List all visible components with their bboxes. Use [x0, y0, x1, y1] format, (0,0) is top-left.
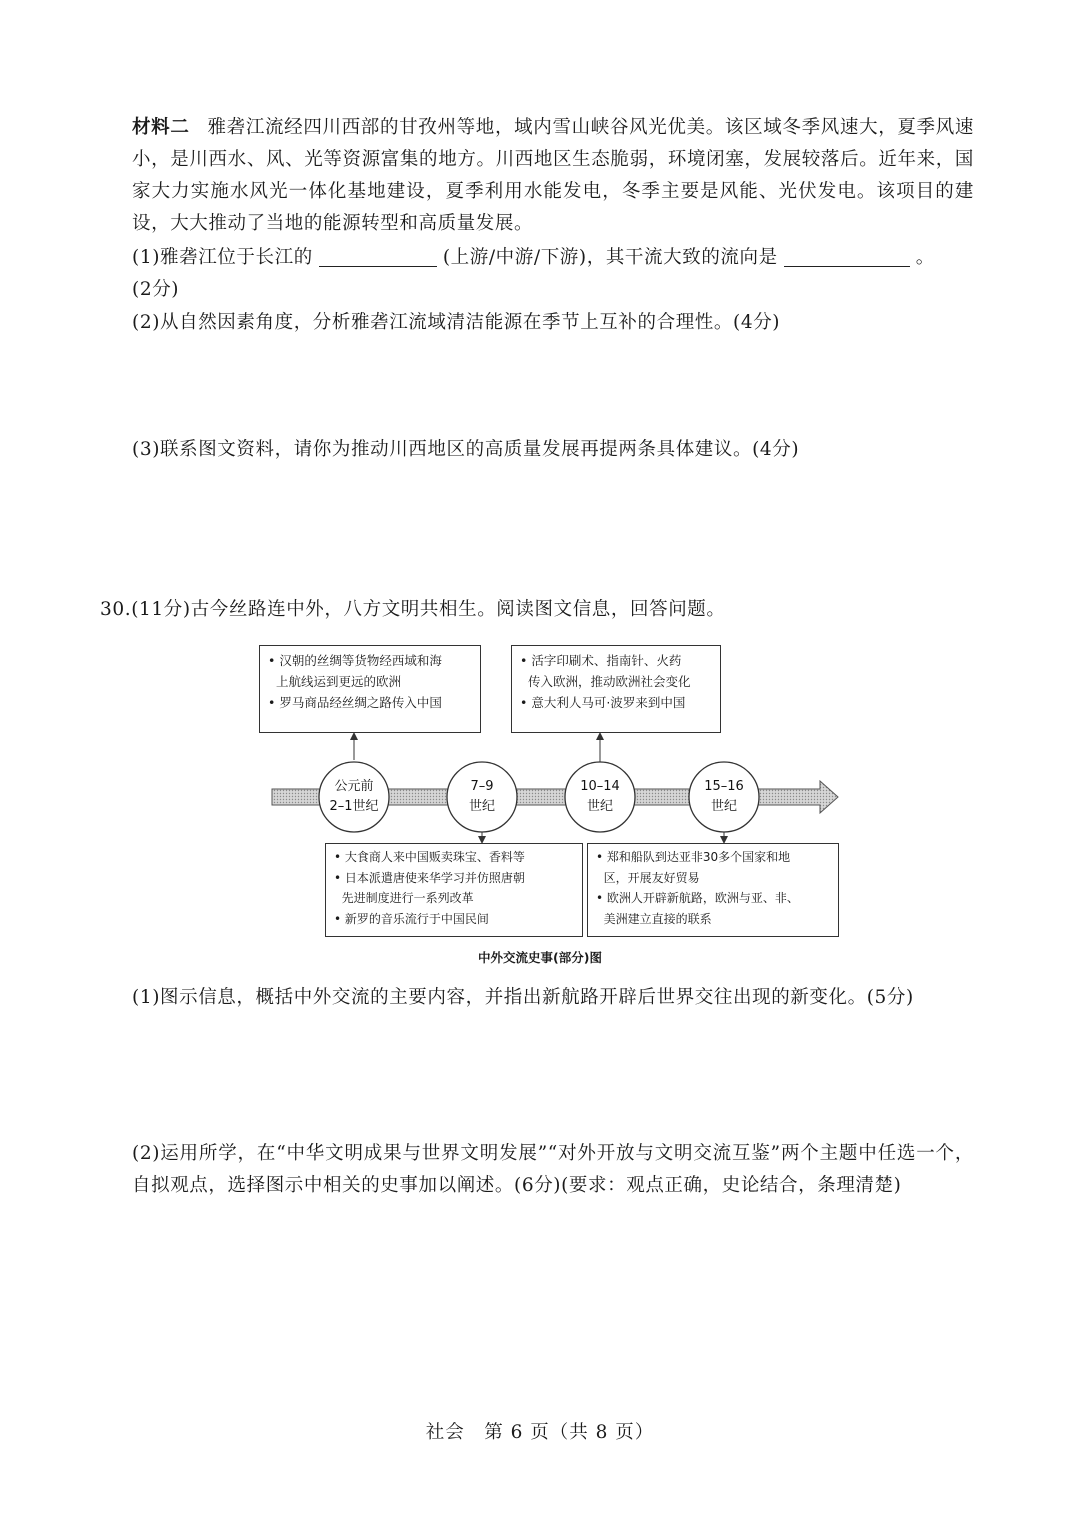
event-item: • 新罗的音乐流行于中国民间	[334, 911, 489, 926]
diagram-caption: 中外交流史事(部分)图	[478, 950, 602, 965]
event-item: • 日本派遣唐使来华学习并仿照唐朝	[334, 870, 525, 885]
event-item: • 大食商人来中国贩卖珠宝、香料等	[334, 850, 525, 864]
q29-1-score: (2分)	[132, 279, 180, 300]
q30-1: (1)图示信息，概括中外交流的主要内容，并指出新航路开辟后世界交往出现的新变化。(5分)	[132, 987, 914, 1008]
event-item: • 欧洲人开辟新航路，欧洲与亚、非、	[596, 891, 799, 905]
period-circle-2	[447, 762, 517, 832]
period-1-line1: 公元前	[334, 779, 374, 794]
event-item: • 意大利人马可·波罗来到中国	[520, 695, 686, 710]
event-item: 上航线运到更远的欧洲	[268, 674, 401, 689]
period-circle-3	[565, 762, 635, 832]
period-circle-1	[319, 762, 389, 832]
event-item: • 汉朝的丝绸等货物经西域和海	[268, 653, 442, 668]
event-item: • 郑和船队到达亚非30多个国家和地	[596, 850, 791, 864]
event-box-bottom-right	[587, 843, 839, 937]
event-item: • 活字印刷术、指南针、火药	[520, 653, 682, 668]
event-item: 先进制度进行一系列改革	[334, 891, 474, 905]
period-2-line2: 世纪	[468, 799, 496, 814]
event-box-bottom-left	[325, 843, 583, 937]
page-footer: 社会 第 6 页（共 8 页）	[425, 1422, 655, 1443]
period-2-line1: 7–9	[470, 779, 494, 794]
q30-2: (2)运用所学，在“中华文明成果与世界文明发展”“对外开放与文明交流互鉴”两个主题中任选一个，自拟观点，选择图示中相关的史事加以阐述。(6分)(要求：观点正确，史论结合，条理清楚)	[132, 1143, 974, 1196]
material-label: 材料二	[132, 117, 190, 138]
q29-1-text-a: (1)雅砻江位于长江的	[132, 247, 313, 268]
q30-intro: 30.(11分)古今丝路连中外，八方文明共相生。阅读图文信息，回答问题。	[100, 599, 726, 620]
event-item: 传入欧洲，推动欧洲社会变化	[520, 674, 691, 689]
event-item: 区，开展友好贸易	[596, 870, 700, 885]
event-item: • 罗马商品经丝绸之路传入中国	[268, 695, 442, 710]
q29-1-text-c: 。	[915, 247, 935, 268]
period-1-line2: 2–1世纪	[329, 799, 379, 814]
event-box-top-right	[511, 645, 721, 733]
period-4-line2: 世纪	[710, 799, 738, 814]
material-text: 雅砻江流经四川西部的甘孜州等地，域内雪山峡谷风光优美。该区域冬季风速大，夏季风速小，是川西水、风、光等资源富集的地方。川西地区生态脆弱，环境闭塞，发展较落后。近年来，国家大力实施水风光一体化基地建设，夏季利用水能发电，冬季主要是风能、光伏发电。该项目的建设，大大推动了当地的能源转型和高质量发展。	[132, 117, 974, 234]
q29-2: (2)从自然因素角度，分析雅砻江流域清洁能源在季节上互补的合理性。(4分)	[132, 312, 781, 333]
period-3-line2: 世纪	[586, 799, 614, 814]
q29-3: (3)联系图文资料，请你为推动川西地区的高质量发展再提两条具体建议。(4分)	[132, 439, 800, 460]
event-item: 美洲建立直接的联系	[596, 911, 712, 926]
period-3-line1: 10–14	[580, 779, 620, 794]
period-circle-4	[689, 762, 759, 832]
event-box-top-left	[259, 645, 481, 733]
q29-1-text-b: (上游/中游/下游)，其干流大致的流向是	[442, 247, 778, 268]
period-4-line1: 15–16	[704, 779, 744, 794]
